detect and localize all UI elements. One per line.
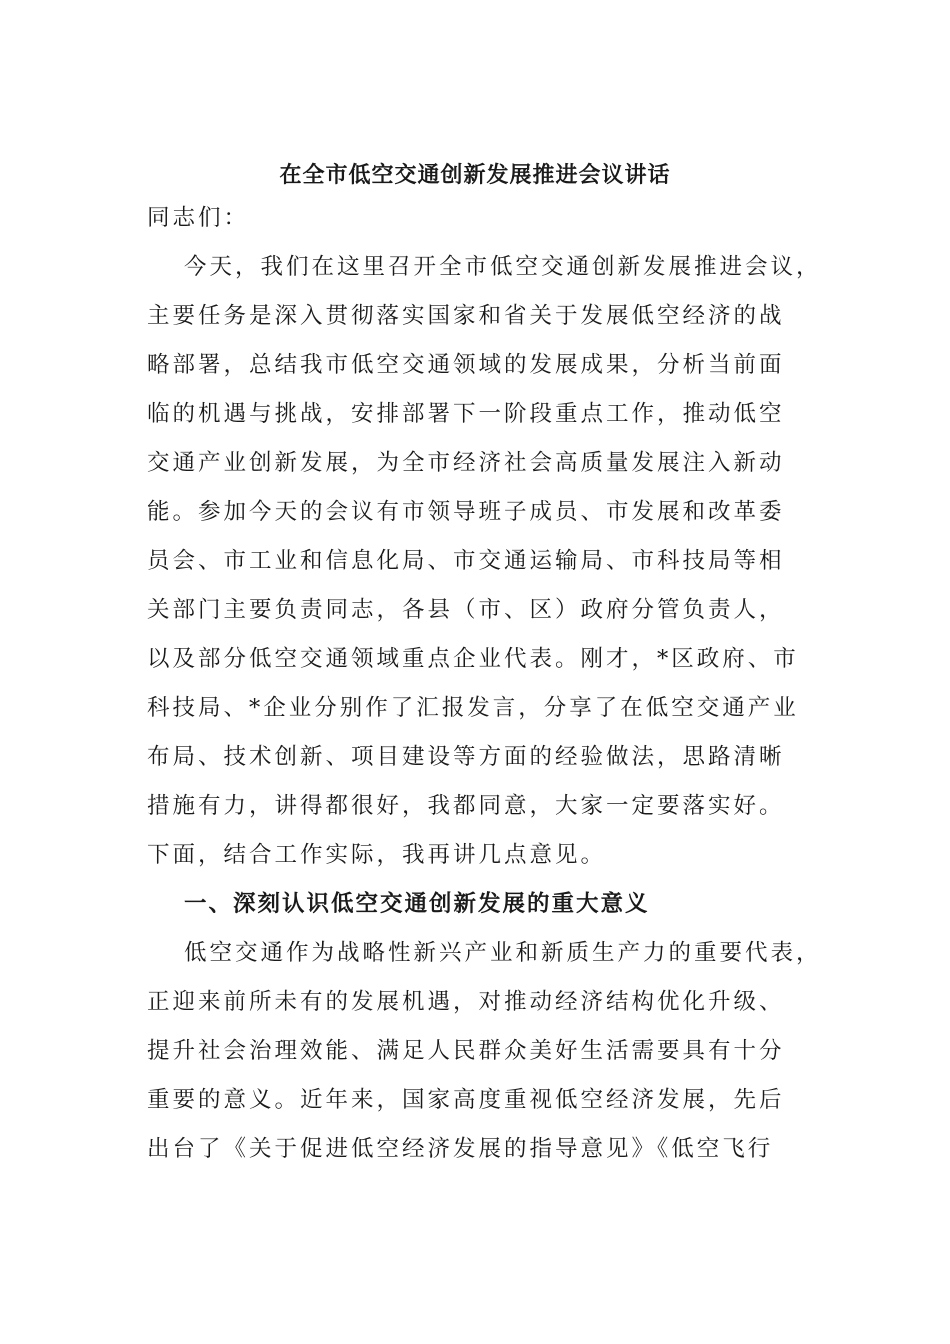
paragraph-line: 重要的意义。近年来，国家高度重视低空经济发展，先后	[147, 1087, 785, 1113]
section-heading: 一、深刻认识低空交通创新发展的重大意义	[184, 891, 650, 917]
paragraph-line: 正迎来前所未有的发展机遇，对推动经济结构优化升级、	[147, 989, 785, 1015]
paragraph-line: 下面，结合工作实际，我再讲几点意见。	[147, 842, 607, 868]
paragraph-line: 关部门主要负责同志，各县（市、区）政府分管负责人，	[147, 597, 785, 623]
paragraph-line: 略部署，总结我市低空交通领域的发展成果，分析当前面	[147, 352, 785, 378]
paragraph-line: 措施有力，讲得都很好，我都同意，大家一定要落实好。	[147, 793, 785, 819]
paragraph-line: 出台了《关于促进低空经济发展的指导意见》《低空飞行	[147, 1136, 774, 1162]
paragraph-line: 布局、技术创新、项目建设等方面的经验做法，思路清晰	[147, 744, 785, 770]
document-body	[147, 194, 822, 1174]
paragraph-line: 今天，我们在这里召开全市低空交通创新发展推进会议，	[184, 254, 822, 280]
page-title: 在全市低空交通创新发展推进会议讲话	[279, 163, 671, 188]
paragraph-line: 科技局、*企业分别作了汇报发言，分享了在低空交通产业	[147, 695, 799, 721]
paragraph-line: 临的机遇与挑战，安排部署下一阶段重点工作，推动低空	[147, 401, 785, 427]
paragraph-line: 低空交通作为战略性新兴产业和新质生产力的重要代表，	[184, 940, 822, 966]
paragraph-line: 主要任务是深入贯彻落实国家和省关于发展低空经济的战	[147, 303, 785, 329]
salutation: 同志们：	[147, 205, 250, 231]
paragraph-line: 员会、市工业和信息化局、市交通运输局、市科技局等相	[147, 548, 785, 574]
paragraph-line: 提升社会治理效能、满足人民群众美好生活需要具有十分	[147, 1038, 785, 1064]
paragraph-line: 能。参加今天的会议有市领导班子成员、市发展和改革委	[147, 499, 785, 525]
paragraph-line: 以及部分低空交通领域重点企业代表。刚才，*区政府、市	[147, 646, 799, 672]
paragraph-line: 交通产业创新发展，为全市经济社会高质量发展注入新动	[147, 450, 785, 476]
